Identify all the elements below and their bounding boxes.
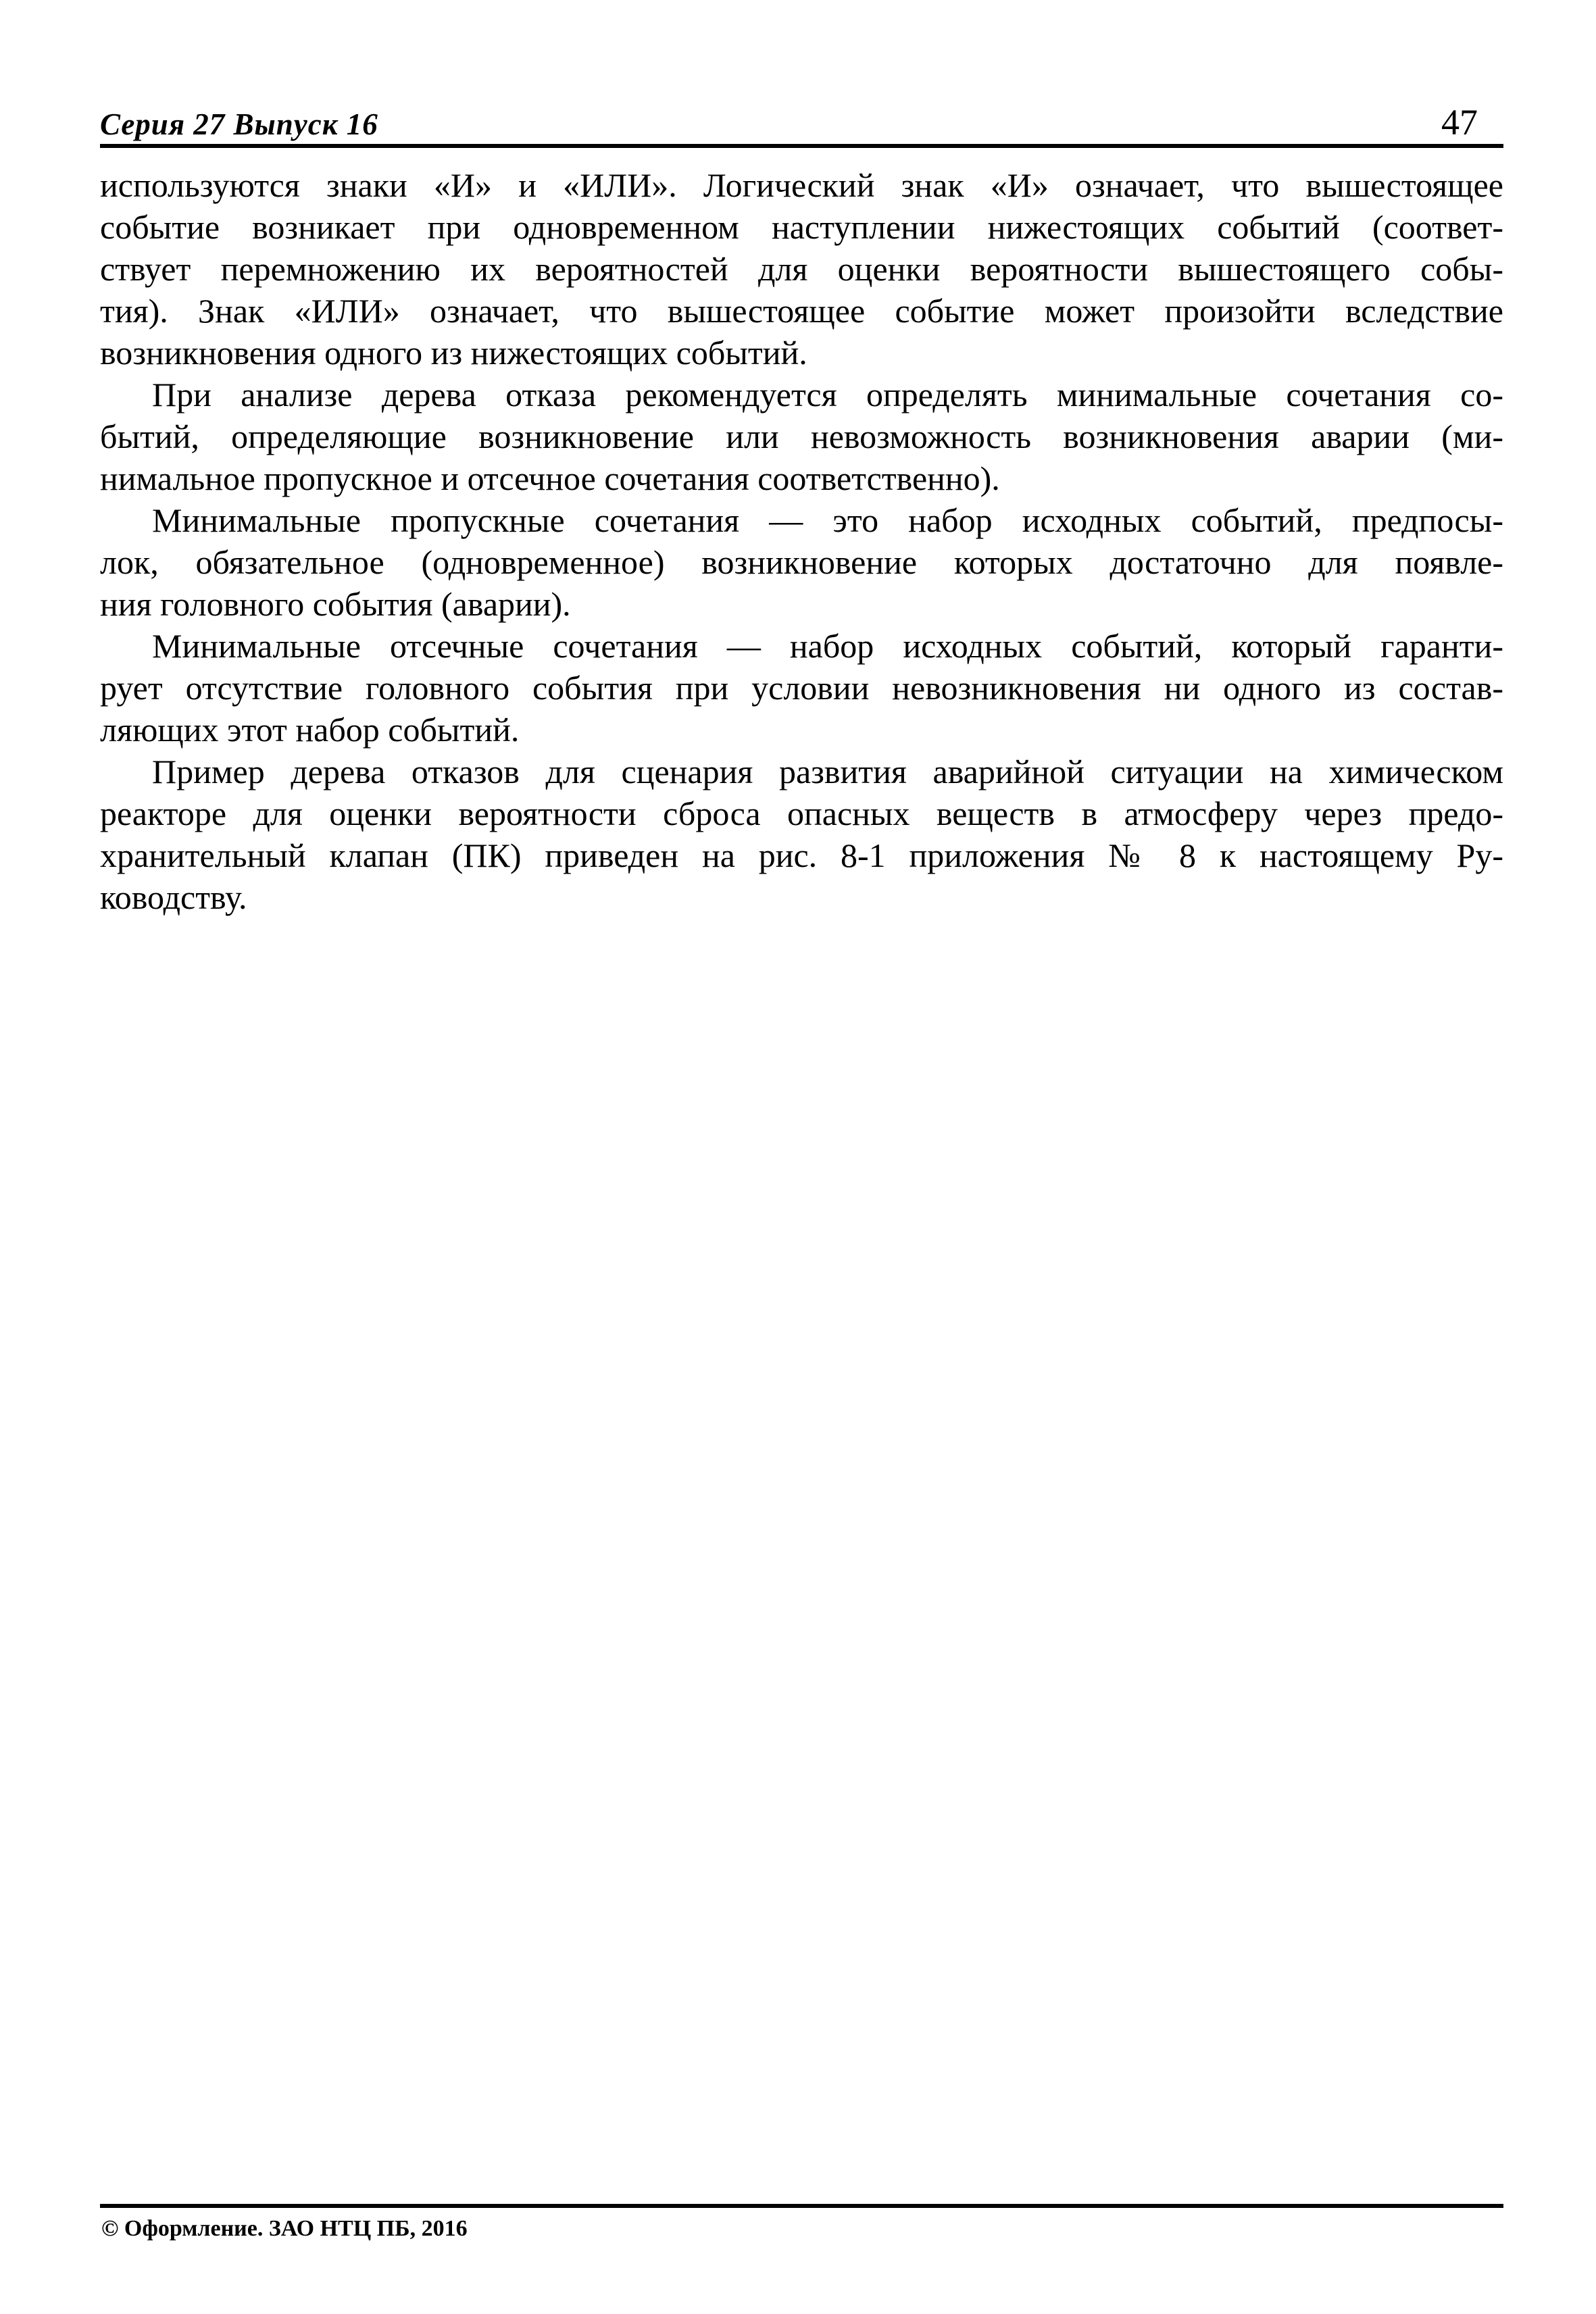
paragraph: [100, 751, 1503, 918]
text-line: ководству.: [100, 878, 247, 916]
text-line: ствует перемножению их вероятностей для оценки вероятности вышестоящего собы-: [100, 250, 1503, 288]
text-line: При анализе дерева отказа рекомендуется определять минимальные сочетания со-: [152, 376, 1503, 413]
text-line: лок, обязательное (одновременное) возникновение которых достаточно для появле-: [100, 543, 1503, 581]
text-line: Минимальные отсечные сочетания — набор исходных событий, который гаранти-: [152, 627, 1503, 665]
text-line: тия). Знак «ИЛИ» означает, что вышестоящее событие может произойти вследствие: [100, 292, 1503, 330]
page-number: 47: [1441, 102, 1478, 143]
text-line: Пример дерева отказов для сценария развития аварийной ситуации на химическом: [152, 753, 1503, 790]
text-line: хранительный клапан (ПК) приведен на рис. 8-1 приложения № 8 к настоящему Ру-: [100, 836, 1503, 874]
text-line: реакторе для оценки вероятности сброса опасных веществ в атмосферу через предо-: [100, 795, 1503, 832]
paragraph: [100, 625, 1503, 751]
text-line: ния головного события (аварии).: [100, 585, 571, 623]
paragraph: [100, 374, 1503, 499]
page-header: [100, 101, 1503, 143]
text-line: ляющих этот набор событий.: [100, 711, 520, 749]
body-text: [100, 164, 1503, 918]
text-line: рует отсутствие головного события при условии невозникновения ни одного из состав-: [100, 669, 1503, 707]
text-line: возникновения одного из нижестоящих событий.: [100, 334, 807, 372]
header-rule: [100, 144, 1503, 148]
text-line: нимальное пропускное и отсечное сочетания соответственно).: [100, 459, 1000, 497]
text-line: используются знаки «И» и «ИЛИ». Логический знак «И» означает, что вышестоящее: [100, 166, 1503, 204]
running-title: Серия 27 Выпуск 16: [100, 107, 378, 141]
footer-rule: [100, 2204, 1503, 2208]
text-line: событие возникает при одновременном наступлении нижестоящих событий (соответ-: [100, 208, 1503, 246]
paragraph: [100, 499, 1503, 625]
text-line: бытий, определяющие возникновение или невозможность возникновения аварии (ми-: [100, 418, 1503, 455]
paragraph: [100, 164, 1503, 374]
copyright-notice: © Оформление. ЗАО НТЦ ПБ, 2016: [101, 2216, 468, 2241]
text-line: Минимальные пропускные сочетания — это набор исходных событий, предпосы-: [152, 501, 1503, 539]
